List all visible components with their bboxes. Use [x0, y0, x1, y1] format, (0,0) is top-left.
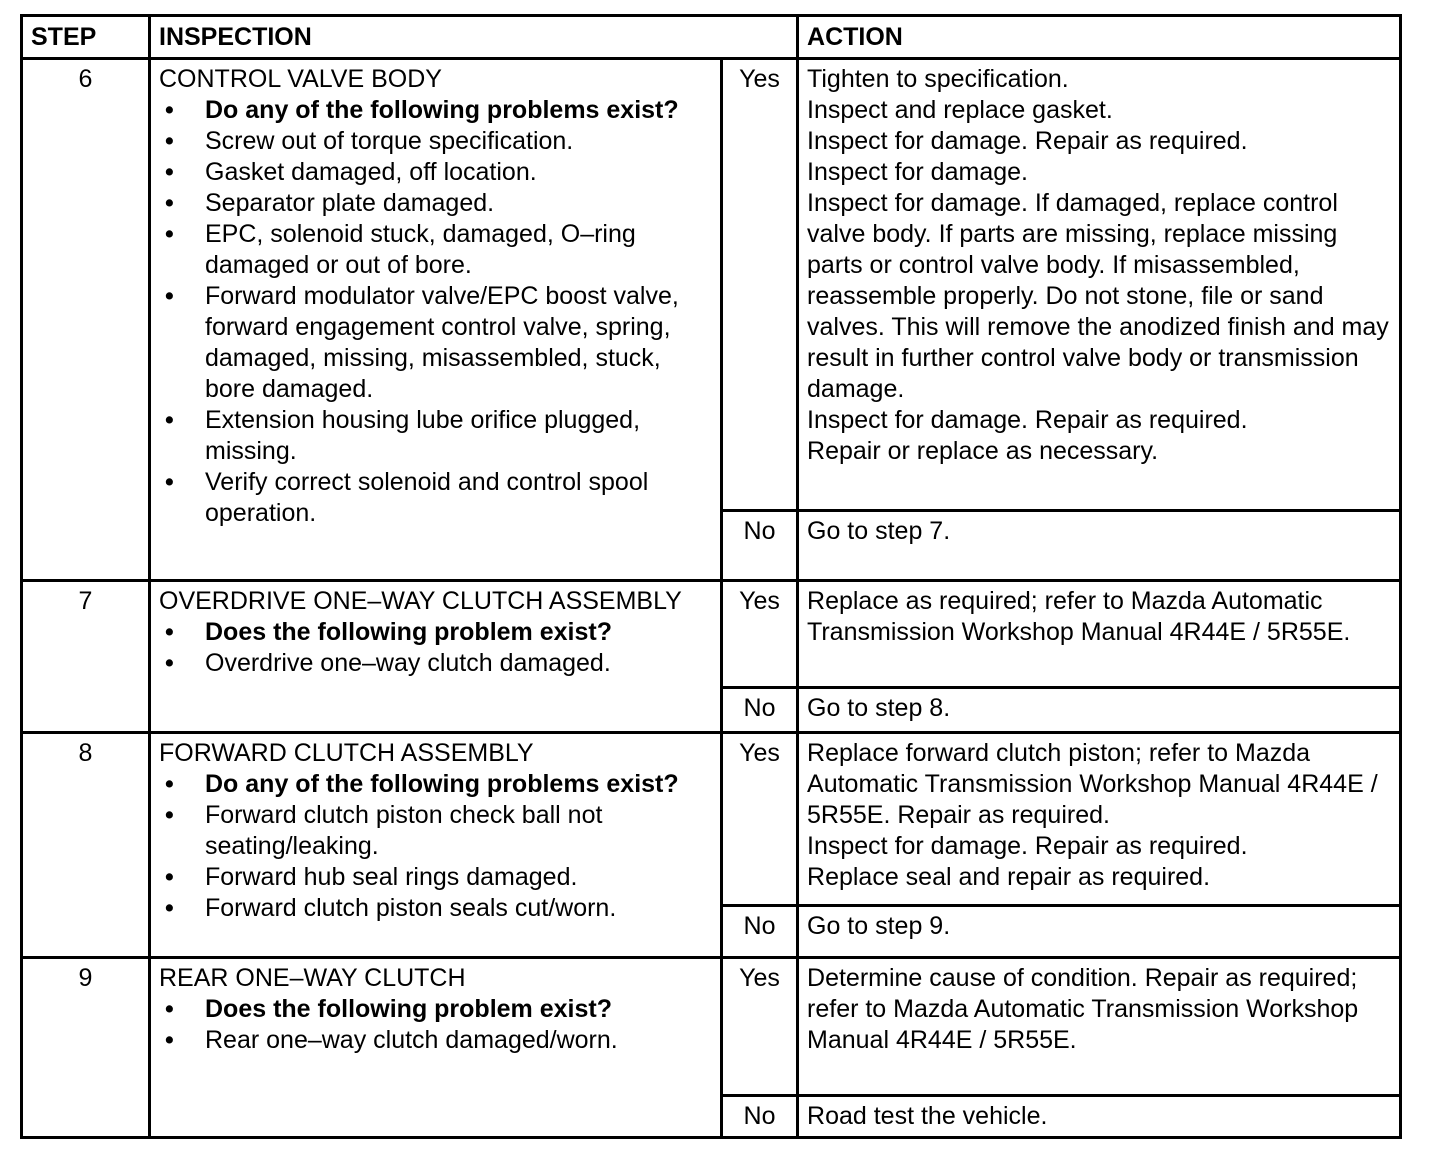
inspection-item: • Forward clutch piston check ball not seating/leaking.: [159, 800, 712, 862]
yes-label: Yes: [722, 581, 798, 688]
diagnosis-table: [20, 14, 1402, 1139]
inspection-list: [159, 95, 712, 529]
step-number: 6: [22, 59, 150, 581]
inspection-item: • EPC, solenoid stuck, damaged, O–ring damaged or out of bore.: [159, 219, 712, 281]
table-body: [22, 59, 1401, 1138]
no-action-cell: Go to step 8.: [798, 688, 1401, 732]
inspection-title: OVERDRIVE ONE–WAY CLUTCH ASSEMBLY: [159, 587, 682, 616]
action-column-header: ACTION: [798, 16, 1401, 59]
inspection-item: • Forward hub seal rings damaged.: [159, 862, 712, 893]
no-action-cell: Road test the vehicle.: [798, 1095, 1401, 1137]
no-label: No: [722, 906, 798, 958]
step-number: 7: [22, 581, 150, 732]
yes-action-cell: [798, 732, 1401, 905]
inspection-cell: [150, 958, 722, 1138]
yes-action-line: Inspect and replace gasket.: [807, 96, 1113, 124]
inspection-item: • Verify correct solenoid and control spool operation.: [159, 467, 712, 529]
no-label: No: [722, 510, 798, 581]
inspection-title: REAR ONE–WAY CLUTCH: [159, 964, 466, 993]
table-header-row: [22, 16, 1401, 59]
inspection-column-header: INSPECTION: [150, 16, 798, 59]
no-label: No: [722, 688, 798, 732]
inspection-question: • Do any of the following problems exist?: [159, 95, 712, 126]
step-number: 9: [22, 958, 150, 1138]
yes-action-line: Inspect for damage.: [807, 158, 1028, 186]
inspection-cell: [150, 732, 722, 958]
yes-action-line: Replace as required; refer to Mazda Automatic Transmission Workshop Manual 4R44E / 5R55E.: [807, 587, 1351, 647]
yes-action-line: Repair or replace as necessary.: [807, 437, 1159, 465]
inspection-question: • Does the following problem exist?: [159, 994, 712, 1025]
yes-action-line: Determine cause of condition. Repair as required; refer to Mazda Automatic Transmission Workshop Manual 4R44E / 5R55E.: [807, 964, 1359, 1055]
yes-action-line: Inspect for damage. If damaged, replace control valve body. If parts are missing, replace missing parts or control valve body. If misassembled, reassemble properly. Do not stone, file or sand valves. This will remove the anodized finish and may result in further control valve body or transmission damage.: [807, 189, 1389, 403]
yes-label: Yes: [722, 958, 798, 1095]
yes-action-cell: [798, 59, 1401, 511]
step-column-header: STEP: [22, 16, 150, 59]
step-row-7-yes: [22, 581, 1401, 688]
yes-action-line: Replace seal and repair as required.: [807, 862, 1211, 891]
inspection-item: • Gasket damaged, off location.: [159, 157, 712, 188]
no-action-cell: Go to step 7.: [798, 510, 1401, 581]
inspection-item: • Rear one–way clutch damaged/worn.: [159, 1025, 712, 1056]
inspection-cell: [150, 59, 722, 581]
inspection-item: • Forward modulator valve/EPC boost valve, forward engagement control valve, spring, damaged, missing, misassembled, stuck, bore damaged.: [159, 281, 712, 405]
inspection-title: CONTROL VALVE BODY: [159, 65, 442, 93]
yes-action-line: Inspect for damage. Repair as required.: [807, 127, 1248, 155]
inspection-list: [159, 994, 712, 1056]
yes-action-cell: [798, 958, 1401, 1095]
inspection-item: • Extension housing lube orifice plugged, missing.: [159, 405, 712, 467]
inspection-item: • Separator plate damaged.: [159, 188, 712, 219]
step-number: 8: [22, 732, 150, 958]
no-label: No: [722, 1095, 798, 1137]
yes-label: Yes: [722, 59, 798, 511]
yes-action-line: Replace forward clutch piston; refer to Mazda Automatic Transmission Workshop Manual 4R44E / 5R55E. Repair as required.: [807, 738, 1378, 829]
yes-action-cell: [798, 581, 1401, 688]
step-row-8-yes: [22, 732, 1401, 905]
inspection-title: FORWARD CLUTCH ASSEMBLY: [159, 738, 534, 767]
inspection-item: • Screw out of torque specification.: [159, 126, 712, 157]
inspection-item: • Forward clutch piston seals cut/worn.: [159, 893, 712, 924]
no-action-cell: Go to step 9.: [798, 906, 1401, 958]
yes-action-line: Inspect for damage. Repair as required.: [807, 406, 1248, 434]
inspection-list: [159, 617, 712, 679]
step-row-9-yes: [22, 958, 1401, 1095]
inspection-cell: [150, 581, 722, 732]
yes-label: Yes: [722, 732, 798, 905]
inspection-question: • Does the following problem exist?: [159, 617, 712, 648]
inspection-item: • Overdrive one–way clutch damaged.: [159, 648, 712, 679]
yes-action-line: Inspect for damage. Repair as required.: [807, 831, 1248, 860]
yes-action-line: Tighten to specification.: [807, 65, 1069, 93]
inspection-question: • Do any of the following problems exist?: [159, 769, 712, 800]
step-row-6-yes: [22, 59, 1401, 511]
diagnosis-table-document: [20, 14, 1402, 1139]
inspection-list: [159, 769, 712, 924]
